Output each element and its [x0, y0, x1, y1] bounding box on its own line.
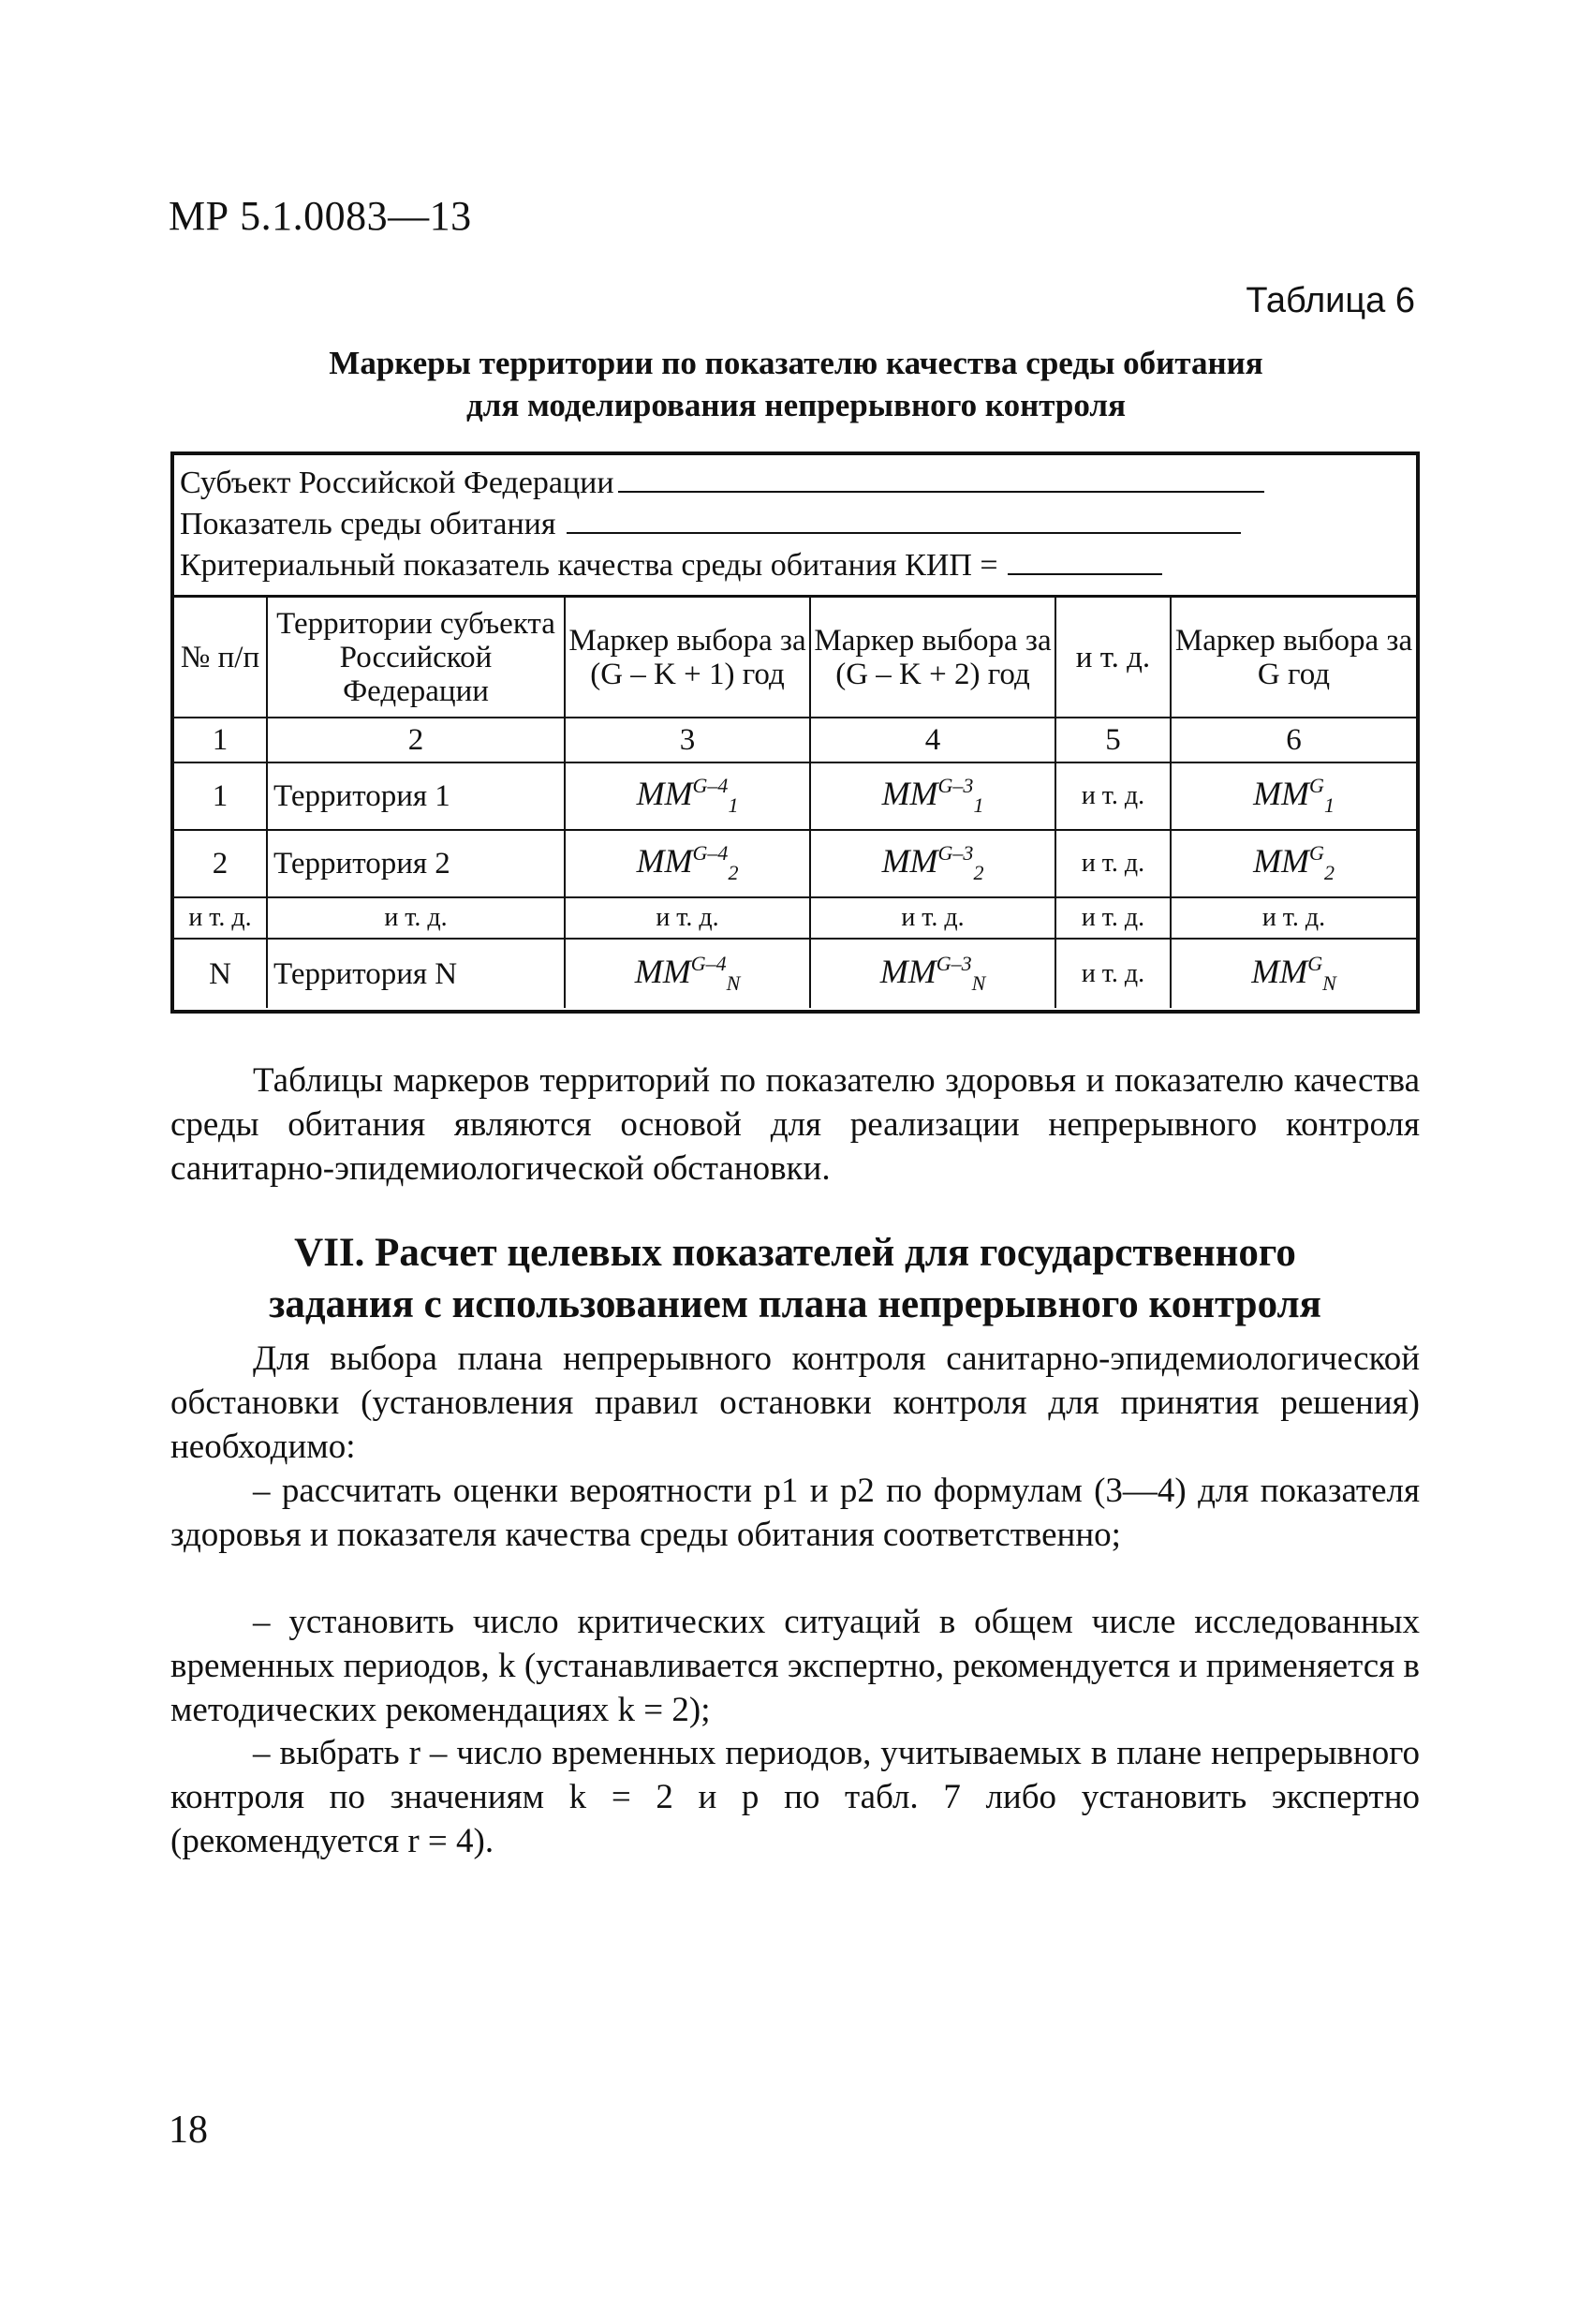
col-header-marker-2: Маркер выбора за (G – K + 2) год — [810, 598, 1055, 718]
table-row — [174, 830, 1416, 897]
col-header-territory: Территории субъекта Российской Федерации — [267, 598, 565, 718]
marker-cell: $MM^{G-3}_2$ — [810, 830, 1055, 897]
paragraph-markers-basis: Таблицы маркеров территорий по показателю здоровья и показателю качества среды обитания являются основой для реализации непрерывного контроля санитарно-эпидемиологической обстановки. — [170, 1061, 1420, 1188]
row-number: 1 — [174, 762, 267, 830]
territory-name: Территория 2 — [267, 830, 565, 897]
markers-grid — [174, 598, 1416, 1008]
marker-cell: $MM^{G-4}_N$ — [565, 939, 810, 1008]
marker-cell: $MM^{G-4}_1$ — [565, 762, 810, 830]
territory-name: и т. д. — [267, 897, 565, 939]
criterion-field — [180, 545, 1410, 586]
table-row — [174, 939, 1416, 1008]
section-title-line-1: VII. Расчет целевых показателей для государственного — [294, 1231, 1296, 1275]
paragraph-plan-selection: Для выбора плана непрерывного контроля санитарно-эпидемиологической обстановки (установления правил остановки контроля для принятия решения) необходимо: — [170, 1340, 1420, 1466]
col-header-etc: и т. д. — [1055, 598, 1171, 718]
etc-cell: и т. д. — [1055, 830, 1171, 897]
list-item: – выбрать r – число временных периодов, учитываемых в плане непрерывного контроля по значениям k = 2 и p по табл. 7 либо установить экспертно (рекомендуется r = 4). — [170, 1734, 1420, 1860]
etc-cell: и т. д. — [1055, 897, 1171, 939]
col-number: 1 — [174, 718, 267, 762]
territory-name: Территория 1 — [267, 762, 565, 830]
marker-cell: $MM^G_1$ — [1171, 762, 1416, 830]
table-number: Таблица 6 — [1246, 281, 1415, 320]
marker-cell: $MM^G_2$ — [1171, 830, 1416, 897]
table-row — [174, 897, 1416, 939]
row-number: 2 — [174, 830, 267, 897]
criterion-field-label: Критериальный показатель качества среды обитания КИП = — [180, 548, 998, 583]
col-header-marker-g: Маркер выбора за G год — [1171, 598, 1416, 718]
subject-field-label: Субъект Российской Федерации — [180, 466, 614, 500]
section-title — [170, 1227, 1420, 1330]
criterion-field-blank — [1008, 545, 1162, 575]
col-header-marker-1: Маркер выбора за (G – K + 1) год — [565, 598, 810, 718]
etc-cell: и т. д. — [1171, 897, 1416, 939]
table-title — [169, 342, 1423, 426]
column-headers-row — [174, 598, 1416, 718]
table-title-line-2: для моделирования непрерывного контроля — [465, 387, 1127, 423]
col-number: 2 — [267, 718, 565, 762]
marker-cell: $MM^{G-3}_1$ — [810, 762, 1055, 830]
markers-table — [170, 451, 1420, 1014]
row-number: и т. д. — [174, 897, 267, 939]
list-item: – установить число критических ситуаций в общем числе исследованных временных периодов, k (устанавливается экспертно, рекомендуется и применяется в методических рекомендациях k = 2); — [170, 1603, 1420, 1729]
subject-field — [180, 463, 1410, 504]
col-number: 3 — [565, 718, 810, 762]
list-item: – рассчитать оценки вероятности p1 и p2 по формулам (3—4) для показателя здоровья и показателя качества среды обитания соответственно; — [170, 1472, 1420, 1554]
etc-cell: и т. д. — [1055, 939, 1171, 1008]
col-number: 6 — [1171, 718, 1416, 762]
column-numbers-row — [174, 718, 1416, 762]
col-header-num: № п/п — [174, 598, 267, 718]
page-number: 18 — [169, 2109, 208, 2152]
marker-cell: $MM^{G-3}_N$ — [810, 939, 1055, 1008]
table-row — [174, 762, 1416, 830]
col-number: 4 — [810, 718, 1055, 762]
subject-field-blank — [618, 463, 1264, 493]
etc-cell: и т. д. — [565, 897, 810, 939]
row-number: N — [174, 939, 267, 1008]
etc-cell: и т. д. — [810, 897, 1055, 939]
document-code: МР 5.1.0083—13 — [169, 193, 472, 239]
indicator-field — [180, 504, 1410, 545]
section-title-line-2: задания с использованием плана непрерывного контроля — [269, 1282, 1321, 1326]
indicator-field-blank — [567, 504, 1241, 534]
col-number: 5 — [1055, 718, 1171, 762]
marker-cell: $MM^G_N$ — [1171, 939, 1416, 1008]
marker-cell: $MM^{G-4}_2$ — [565, 830, 810, 897]
territory-name: Территория N — [267, 939, 565, 1008]
table-title-line-1: Маркеры территории по показателю качества среды обитания — [329, 345, 1263, 381]
etc-cell: и т. д. — [1055, 762, 1171, 830]
indicator-field-label: Показатель среды обитания — [180, 507, 556, 541]
table-header-fields — [174, 455, 1416, 598]
